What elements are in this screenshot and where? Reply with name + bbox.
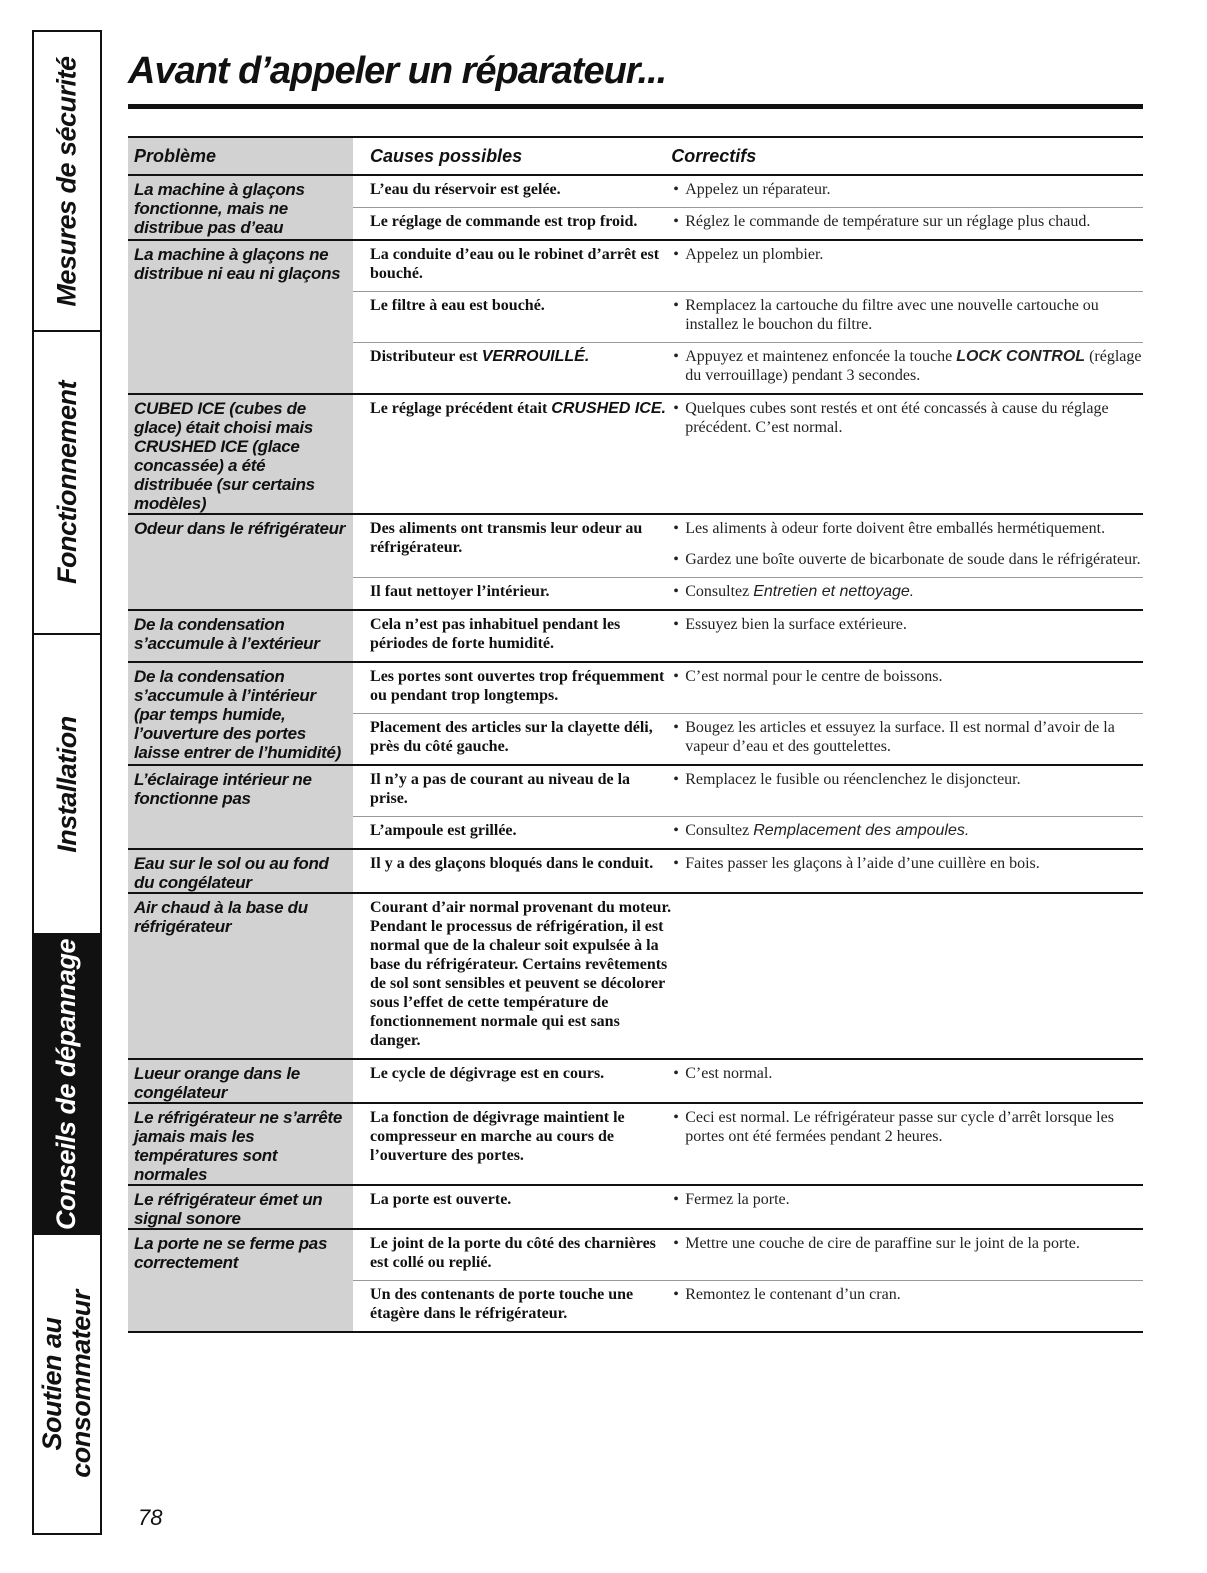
fix-cell (671, 208, 1143, 241)
fix-item (671, 1281, 1143, 1312)
fix-cell (671, 1059, 1143, 1103)
fix-main: C’est normal pour le centre de boissons. (685, 668, 943, 685)
cause-cell (353, 208, 671, 241)
bullet-icon: • (673, 181, 679, 198)
cause-text (370, 1060, 671, 1091)
header-causes: Causes possibles (370, 146, 523, 166)
fix-item (671, 1230, 1143, 1261)
fix-cell (671, 240, 1143, 292)
bullet-icon: • (673, 400, 679, 417)
problem-cell (128, 610, 353, 662)
fix-item (671, 546, 1143, 577)
cause-cell (353, 240, 671, 292)
problem-cell (128, 1059, 353, 1103)
cause-main: Le réglage précédent était (370, 400, 548, 417)
fix-item (671, 850, 1143, 881)
table-row (128, 514, 1143, 578)
page-title: Avant d’appeler un réparateur... (128, 50, 667, 92)
problem-cell (128, 662, 353, 765)
cause-main: Placement des articles sur la clayette déli, près du côté gauche. (370, 719, 653, 755)
fix-item (671, 208, 1143, 239)
fix-main: Appelez un réparateur. (685, 181, 831, 198)
fix-main: Ceci est normal. Le réfrigérateur passe sur cycle d’arrêt lorsque les portes ont été fermées pendant 2 heures. (685, 1109, 1114, 1145)
tab-conseils-de-depannage[interactable] (34, 935, 100, 1235)
title-divider (128, 104, 1143, 109)
problem-cell (128, 514, 353, 610)
fix-item (671, 714, 1143, 764)
cause-cell (353, 343, 671, 395)
fix-cell (671, 1281, 1143, 1333)
cause-text (370, 894, 671, 1058)
problem-cell (128, 394, 353, 514)
cause-text (370, 766, 671, 816)
cause-main: Il y a des glaçons bloqués dans le conduit. (370, 855, 654, 872)
problem-text: Odeur dans le réfrigérateur (134, 519, 346, 538)
tab-mesures-de-securite[interactable] (34, 32, 100, 332)
tab-fonctionnement[interactable] (34, 332, 100, 635)
bullet-icon: • (673, 1191, 679, 1208)
cause-cell (353, 714, 671, 766)
cause-text (370, 611, 671, 661)
fix-cell (671, 817, 1143, 850)
table-row (128, 1059, 1143, 1103)
fix-item (671, 663, 1143, 694)
header-fixes: Correctifs (671, 146, 757, 166)
cause-cell (353, 1059, 671, 1103)
tab-label: Conseils de dépannage (51, 938, 82, 1230)
bullet-icon: • (673, 1109, 679, 1126)
tab-soutien-au-consommateur[interactable] (34, 1235, 100, 1533)
section-tabs (32, 30, 102, 1535)
problem-cell (128, 893, 353, 1059)
problem-text: L’éclairage intérieur ne fonctionne pas (134, 770, 312, 808)
tab-label (38, 1290, 96, 1478)
fix-item (671, 1104, 1143, 1154)
fix-main: Consultez (685, 583, 750, 600)
cause-text (370, 208, 671, 239)
table-row (128, 1229, 1143, 1281)
table-row (128, 1103, 1143, 1185)
fix-cell (671, 1229, 1143, 1281)
cause-cell (353, 610, 671, 662)
header-problem: Problème (128, 137, 353, 175)
table-row (128, 765, 1143, 817)
fix-cell (671, 765, 1143, 817)
fix-main: Quelques cubes sont restés et ont été concassés à cause du réglage précédent. C’est normal. (685, 400, 1109, 436)
bullet-icon: • (673, 668, 679, 685)
cause-cell (353, 1281, 671, 1333)
bullet-icon: • (673, 348, 679, 365)
fix-main: Remplacez le fusible ou réenclenchez le disjoncteur. (685, 771, 1021, 788)
problem-text: La machine à glaçons ne distribue ni eau ni glaçons (134, 245, 341, 283)
cause-main: Il faut nettoyer l’intérieur. (370, 583, 550, 600)
cause-text (370, 578, 671, 609)
fix-item (671, 578, 1143, 609)
table-header-row (128, 137, 1143, 175)
cause-main: La fonction de dégivrage maintient le compresseur en marche au cours de l’ouverture des portes. (370, 1109, 625, 1164)
fix-main: Les aliments à odeur forte doivent être emballés hermétiquement. (685, 520, 1106, 537)
cause-text (370, 817, 671, 848)
cause-main: Les portes sont ouvertes trop fréquemment ou pendant trop longtemps. (370, 668, 665, 704)
bullet-icon: • (673, 1286, 679, 1303)
fix-cell (671, 610, 1143, 662)
problem-text: Eau sur le sol ou au fond du congélateur (134, 854, 329, 892)
problem-cell (128, 240, 353, 394)
tab-label-line1: Soutien au (37, 1317, 67, 1451)
cause-main: Distributeur est (370, 348, 478, 365)
tab-label-line2: consommateur (66, 1290, 96, 1478)
page-number: 78 (138, 1505, 163, 1530)
cause-text (370, 1104, 671, 1173)
cause-cell (353, 578, 671, 611)
problem-cell (128, 1103, 353, 1185)
fix-main: Faites passer les glaçons à l’aide d’une cuillère en bois. (685, 855, 1040, 872)
bullet-icon: • (673, 855, 679, 872)
cause-main: Des aliments ont transmis leur odeur au réfrigérateur. (370, 520, 643, 556)
cause-cell (353, 849, 671, 893)
fix-cell (671, 1103, 1143, 1185)
cause-cell (353, 662, 671, 714)
cause-cell (353, 1103, 671, 1185)
bullet-icon: • (673, 520, 679, 537)
bullet-icon: • (673, 213, 679, 230)
bullet-icon: • (673, 551, 679, 568)
cause-main: Cela n’est pas inhabituel pendant les périodes de forte humidité. (370, 616, 621, 652)
fix-cell (671, 394, 1143, 514)
fix-main: Bougez les articles et essuyez la surface. Il est normal d’avoir de la vapeur d’eau et des gouttelettes. (685, 719, 1115, 755)
cause-cell (353, 514, 671, 578)
fix-main: C’est normal. (685, 1065, 773, 1082)
fix-main: Appuyez et maintenez enfoncée la touche (685, 348, 953, 365)
fix-main: Remplacez la cartouche du filtre avec une nouvelle cartouche ou installez le bouchon du filtre. (685, 297, 1099, 333)
cause-text (370, 515, 671, 565)
cause-cell (353, 817, 671, 850)
problem-cell (128, 175, 353, 240)
problem-cell (128, 1185, 353, 1229)
fix-main: Mettre une couche de cire de paraffine sur le joint de la porte. (685, 1235, 1080, 1252)
bullet-icon: • (673, 822, 679, 839)
fix-cell (671, 514, 1143, 578)
fix-main: Consultez (685, 822, 750, 839)
cause-cell (353, 1185, 671, 1229)
cause-main: L’ampoule est grillée. (370, 822, 517, 839)
problem-text: De la condensation s’accumule à l’extérieur (134, 615, 320, 653)
problem-cell (128, 849, 353, 893)
cause-text (370, 714, 671, 764)
cause-main: Le réglage de commande est trop froid. (370, 213, 638, 230)
problem-cell (128, 765, 353, 849)
fix-cell (671, 292, 1143, 343)
cause-text (370, 663, 671, 713)
fix-main: Appelez un plombier. (685, 246, 824, 263)
table-row (128, 849, 1143, 893)
problem-text: La porte ne se ferme pas correctement (134, 1234, 328, 1272)
problem-text: Lueur orange dans le congélateur (134, 1064, 300, 1102)
tab-label: Installation (51, 715, 82, 853)
table-row (128, 893, 1143, 1059)
cause-text (370, 1281, 671, 1331)
fix-cell (671, 175, 1143, 208)
bullet-icon: • (673, 771, 679, 788)
fix-cell (671, 578, 1143, 611)
fix-reference: Remplacement des ampoules. (753, 822, 970, 839)
fix-cell (671, 1185, 1143, 1229)
fix-main: Gardez une boîte ouverte de bicarbonate de soude dans le réfrigérateur. (685, 551, 1141, 568)
cause-main: Il n’y a pas de courant au niveau de la prise. (370, 771, 631, 807)
fix-item (671, 1060, 1143, 1091)
fix-cell (671, 343, 1143, 395)
cause-cell (353, 175, 671, 208)
cause-cell (353, 765, 671, 817)
table-row (128, 240, 1143, 292)
problem-text: De la condensation s’accumule à l’intérieur (par temps humide, l’ouverture des portes laisse entrer de l’humidité) (134, 667, 341, 762)
fix-main: Remontez le contenant d’un cran. (685, 1286, 901, 1303)
cause-text (370, 176, 671, 207)
table-row (128, 662, 1143, 714)
fix-main: Fermez la porte. (685, 1191, 790, 1208)
table-row (128, 610, 1143, 662)
cause-main: Courant d’air normal provenant du moteur. Pendant le processus de réfrigération, il est normal que de la chaleur soit expulsée à la base du réfrigérateur. Certains revêtements de sol sont sensibles et peuvent se décolorer sous l’effet de cette température de fonctionnement normale qui est sans danger. (370, 899, 672, 1049)
fix-item (671, 292, 1143, 342)
fix-emphasis: LOCK CONTROL (956, 348, 1086, 365)
fix-item (671, 395, 1143, 445)
fix-item (671, 766, 1143, 797)
table-row (128, 175, 1143, 208)
fix-item (671, 241, 1143, 272)
bullet-icon: • (673, 719, 679, 736)
cause-text (370, 1186, 671, 1217)
cause-main: L’eau du réservoir est gelée. (370, 181, 561, 198)
tab-installation[interactable] (34, 635, 100, 935)
cause-main: La conduite d’eau ou le robinet d’arrêt est bouché. (370, 246, 660, 282)
fix-cell (671, 714, 1143, 766)
cause-main: Un des contenants de porte touche une étagère dans le réfrigérateur. (370, 1286, 634, 1322)
problem-text: CUBED ICE (cubes de glace) était choisi mais CRUSHED ICE (glace concassée) a été distribuée (sur certains modèles) (134, 399, 315, 513)
cause-cell (353, 893, 671, 1059)
table-row (128, 1185, 1143, 1229)
bullet-icon: • (673, 583, 679, 600)
tab-label: Mesures de sécurité (51, 55, 82, 307)
table-row (128, 394, 1143, 514)
cause-cell (353, 394, 671, 514)
cause-text (370, 1230, 671, 1280)
bullet-icon: • (673, 1235, 679, 1252)
cause-text (370, 292, 671, 323)
problem-text: Le réfrigérateur émet un signal sonore (134, 1190, 323, 1228)
fix-reference: Entretien et nettoyage. (753, 583, 915, 600)
fix-item (671, 817, 1143, 848)
cause-text (370, 343, 671, 374)
cause-text (370, 395, 671, 426)
bullet-icon: • (673, 616, 679, 633)
cause-main: La porte est ouverte. (370, 1191, 512, 1208)
cause-emphasis: VERROUILLÉ. (481, 348, 590, 365)
cause-text (370, 850, 671, 881)
problem-text: Air chaud à la base du réfrigérateur (134, 898, 308, 936)
fix-item (671, 1186, 1143, 1217)
tab-label: Fonctionnement (51, 381, 82, 584)
cause-main: Le joint de la porte du côté des charnières est collé ou replié. (370, 1235, 656, 1271)
fix-item (671, 515, 1143, 546)
fix-main: Essuyez bien la surface extérieure. (685, 616, 907, 633)
bullet-icon: • (673, 297, 679, 314)
cause-emphasis: CRUSHED ICE. (551, 400, 666, 417)
problem-text: Le réfrigérateur ne s’arrête jamais mais les températures sont normales (134, 1108, 342, 1184)
fix-item (671, 611, 1143, 642)
fix-item (671, 176, 1143, 207)
fix-after: (réglage du verrouillage) pendant 3 secondes. (685, 348, 1142, 384)
fix-main: Réglez le commande de température sur un réglage plus chaud. (685, 213, 1091, 230)
fix-item (671, 343, 1143, 393)
cause-cell (353, 292, 671, 343)
bullet-icon: • (673, 1065, 679, 1082)
cause-main: Le cycle de dégivrage est en cours. (370, 1065, 605, 1082)
cause-text (370, 241, 671, 291)
cause-main: Le filtre à eau est bouché. (370, 297, 545, 314)
problem-text: La machine à glaçons fonctionne, mais ne distribue pas d’eau (134, 180, 305, 237)
fix-cell (671, 893, 1143, 1059)
fix-cell (671, 849, 1143, 893)
troubleshooting-table (128, 136, 1143, 1332)
cause-cell (353, 1229, 671, 1281)
problem-cell (128, 1229, 353, 1332)
fix-cell (671, 662, 1143, 714)
bullet-icon: • (673, 246, 679, 263)
